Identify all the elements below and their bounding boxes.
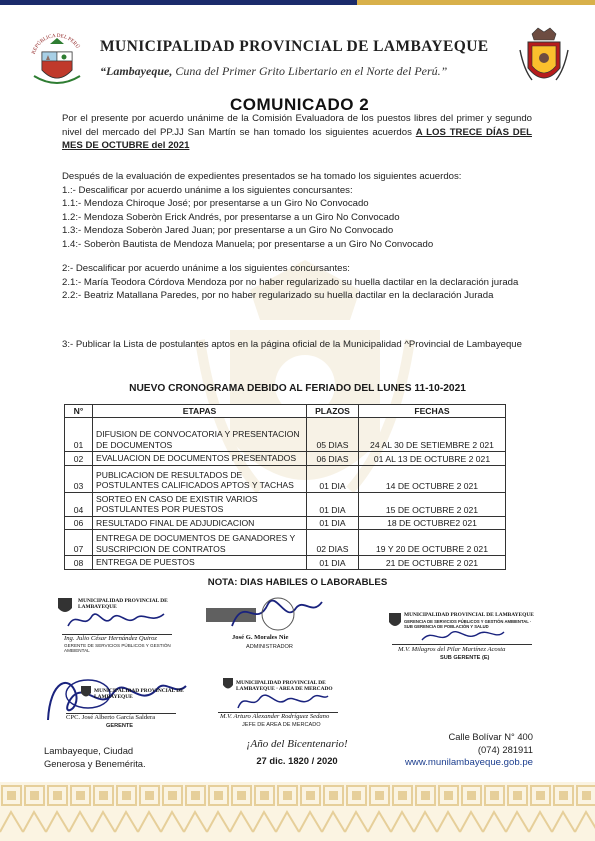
row-dates: 01 AL 13 DE OCTUBRE 2 021 bbox=[359, 452, 506, 466]
signature-stamp: MUNICIPALIDAD PROVINCIAL DE LAMBAYEQUE bbox=[94, 688, 184, 700]
seal-left-text-path: REPÚBLICA DEL PERÚ bbox=[30, 32, 81, 55]
list-item: 1.4:- Soberòn Bautista de Mendoza Manuela; por presentarse a un Giro No Convocado bbox=[62, 238, 434, 250]
pattern-tile bbox=[138, 786, 161, 832]
pattern-tile bbox=[322, 786, 345, 832]
row-stage: SORTEO EN CASO DE EXISTIR VARIOS POSTULANTES POR PUESTOS bbox=[93, 492, 307, 516]
table-row bbox=[65, 418, 506, 452]
signature-line bbox=[392, 644, 532, 645]
handwritten-signature-icon bbox=[226, 590, 326, 634]
pattern-tile bbox=[368, 786, 391, 832]
row-dates: 18 DE OCTUBRE2 021 bbox=[359, 516, 506, 530]
list-item: 1.3:- Mendoza Soberòn Jared Juan; por presentarse a un Giro No Convocado bbox=[62, 225, 394, 237]
signatory-role: GERENTE DE SERVICIOS PÚBLICOS Y GESTIÓN AMBIENTAL bbox=[64, 643, 171, 653]
signature-stamp-subtitle: GERENCIA DE SERVICIOS PÚBLICOS Y GESTIÓN AMBIENTAL · SUB GERENCIA DE POBLACIÓN Y SALUD bbox=[404, 619, 532, 629]
column-header-dates: FECHAS bbox=[359, 405, 506, 418]
pattern-tile bbox=[391, 786, 414, 832]
pattern-tile bbox=[92, 786, 115, 832]
row-term: 05 DIAS bbox=[307, 418, 359, 452]
pattern-tile bbox=[575, 786, 595, 832]
signature-stamp: MUNICIPALIDAD PROVINCIAL DE LAMBAYEQUE bbox=[78, 598, 168, 610]
row-dates: 15 DE OCTUBRE 2 021 bbox=[359, 492, 506, 516]
signatory-role: ADMINISTRADOR bbox=[246, 644, 293, 650]
row-stage: PUBLICACION DE RESULTADOS DE POSTULANTES CALIFICADOS APTOS Y TACHAS bbox=[93, 465, 307, 492]
column-header-terms: PLAZOS bbox=[307, 405, 359, 418]
decorative-border-pattern bbox=[0, 782, 595, 841]
row-dates: 21 DE OCTUBRE 2 021 bbox=[359, 556, 506, 570]
row-number: 01 bbox=[65, 418, 93, 452]
pattern-tile bbox=[23, 786, 46, 832]
municipality-title: MUNICIPALIDAD PROVINCIAL DE LAMBAYEQUE bbox=[100, 38, 489, 55]
table-row bbox=[65, 465, 506, 492]
pattern-tile bbox=[46, 786, 69, 832]
pattern-tile bbox=[483, 786, 506, 832]
signature-block-2 bbox=[206, 590, 336, 656]
footer-contact bbox=[405, 730, 533, 769]
row-dates: 19 Y 20 DE OCTUBRE 2 021 bbox=[359, 530, 506, 556]
column-header-number: N° bbox=[65, 405, 93, 418]
pattern-tile bbox=[506, 786, 529, 832]
lambayeque-shield-icon bbox=[518, 26, 570, 92]
municipal-emblem-icon bbox=[388, 610, 402, 630]
row-term: 02 DIAS bbox=[307, 530, 359, 556]
footer-website-link[interactable]: www.munilambayeque.gob.pe bbox=[405, 757, 533, 768]
row-number: 04 bbox=[65, 492, 93, 516]
agreement-point-2-block bbox=[62, 262, 532, 303]
bicentennial-motto: ¡Año del Bicentenario! bbox=[246, 738, 348, 750]
row-number: 07 bbox=[65, 530, 93, 556]
row-dates: 24 AL 30 DE SETIEMBRE 2 021 bbox=[359, 418, 506, 452]
row-term: 01 DIA bbox=[307, 516, 359, 530]
pattern-tile bbox=[437, 786, 460, 832]
signatory-name: José G. Morales Nie bbox=[232, 634, 289, 641]
signatory-role: JEFE DE AREA DE MERCADO bbox=[242, 722, 321, 728]
pattern-tile bbox=[253, 786, 276, 832]
pattern-tile bbox=[230, 786, 253, 832]
handwritten-signature-icon bbox=[418, 624, 508, 646]
pattern-tile bbox=[115, 786, 138, 832]
municipality-motto bbox=[100, 64, 447, 79]
signatory-role: SUB GERENTE (E) bbox=[440, 655, 490, 661]
coat-of-arms-peru-icon bbox=[28, 30, 86, 92]
row-stage: DIFUSION DE CONVOCATORIA Y PRESENTACION DE DOCUMENTOS bbox=[93, 418, 307, 452]
row-term: 01 DIA bbox=[307, 492, 359, 516]
schedule-note: NOTA: DIAS HABILES O LABORABLES bbox=[207, 577, 388, 588]
signatory-name: M.V. Arturo Alexander Rodríguez Sedano bbox=[220, 713, 330, 720]
table-row bbox=[65, 556, 506, 570]
pattern-tile bbox=[207, 786, 230, 832]
row-term: 01 DIA bbox=[307, 556, 359, 570]
signature-stamp: MUNICIPALIDAD PROVINCIAL DE LAMBAYEQUE bbox=[404, 612, 534, 618]
signatory-name: Ing. Julio César Hernández Quiroz bbox=[64, 635, 157, 642]
row-number: 03 bbox=[65, 465, 93, 492]
list-item: 1.1:- Mendoza Chiroque José; por presentarse a un Giro No Convocado bbox=[62, 198, 369, 210]
row-term: 01 DIA bbox=[307, 465, 359, 492]
pattern-tile bbox=[184, 786, 207, 832]
footer-city bbox=[44, 745, 146, 770]
footer-address: Calle Bolívar N° 400 bbox=[448, 731, 533, 742]
pattern-tile bbox=[552, 786, 575, 832]
table-row bbox=[65, 530, 506, 556]
motto-text: Cuna del Primer Grito Libertario en el Norte del Perú.” bbox=[172, 64, 448, 78]
agreements-block bbox=[62, 170, 532, 252]
agreements-lead: Después de la evaluación de expedientes presentados se ha tomado los siguientes acuerdos: bbox=[62, 171, 462, 182]
municipal-emblem-icon bbox=[80, 684, 92, 700]
pattern-tile bbox=[529, 786, 552, 832]
pattern-tile bbox=[276, 786, 299, 832]
row-stage: ENTREGA DE PUESTOS bbox=[93, 556, 307, 570]
row-number: 02 bbox=[65, 452, 93, 466]
schedule-table bbox=[64, 404, 506, 570]
row-number: 06 bbox=[65, 516, 93, 530]
row-dates: 14 DE OCTUBRE 2 021 bbox=[359, 465, 506, 492]
pattern-tile bbox=[69, 786, 92, 832]
table-row bbox=[65, 516, 506, 530]
pattern-tile bbox=[161, 786, 184, 832]
agreement-point-1: 1.:- Descalificar por acuerdo unánime a los siguientes concursantes: bbox=[62, 184, 353, 196]
agreement-point-3: 3:- Publicar la Lista de postulantes aptos en la página oficial de la Municipalidad ^Provincial de Lambayeque bbox=[62, 339, 522, 350]
list-item: 2.2:- Beatriz Matallana Paredes, por no haber regularizado su huella dactilar en la declaración Jurada bbox=[62, 290, 494, 302]
pattern-tile bbox=[345, 786, 368, 832]
document-title: COMUNICADO 2 bbox=[230, 95, 370, 114]
intro-text: Por el presente por acuerdo unánime de la Comisión Evaluadora de los puestos libres del primer y segundo nivel del mercado del PP.JJ San Martín se han tomado los siguientes acuerdos bbox=[62, 113, 532, 138]
row-stage: RESULTADO FINAL DE ADJUDICACION bbox=[93, 516, 307, 530]
motto-city: “Lambayeque, bbox=[100, 64, 173, 78]
footer-city-line-2: Generosa y Benemérita. bbox=[44, 757, 146, 769]
table-row bbox=[65, 452, 506, 466]
footer-bicentennial bbox=[232, 738, 362, 766]
pattern-tile bbox=[299, 786, 322, 832]
bicentennial-dates: 27 dic. 1820 / 2020 bbox=[256, 755, 338, 766]
row-term: 06 DIAS bbox=[307, 452, 359, 466]
pattern-tile bbox=[0, 786, 23, 832]
signatory-name: M.V. Milagros del Pilar Martínez Acosta bbox=[398, 646, 506, 653]
intro-paragraph bbox=[62, 112, 532, 153]
table-header-row bbox=[65, 405, 506, 418]
handwritten-signature-icon bbox=[232, 686, 332, 714]
signature-block-1 bbox=[50, 594, 190, 653]
signatory-name: CPC. José Alberto García Saldera bbox=[66, 714, 156, 721]
list-item: 1.2:- Mendoza Soberòn Erick Andrés, por presentarse a un Giro No Convocado bbox=[62, 211, 400, 223]
handwritten-signature-icon bbox=[64, 606, 174, 632]
column-header-stages: ETAPAS bbox=[93, 405, 307, 418]
pattern-tile bbox=[414, 786, 437, 832]
signature-block-3 bbox=[388, 610, 538, 666]
signature-stamp: MUNICIPALIDAD PROVINCIAL DE LAMBAYEQUE · AREA DE MERCADO bbox=[236, 680, 333, 692]
signatory-role: GERENTE bbox=[106, 723, 134, 729]
table-row bbox=[65, 492, 506, 516]
footer-city-line-1: Lambayeque, Ciudad bbox=[44, 745, 134, 756]
list-item: 2.1:- María Teodora Córdova Mendoza por no haber regularizado su huella dactilar en la declaración jurada bbox=[62, 276, 519, 288]
intro-date-highlight: A LOS TRECE DÍAS DEL MES DE OCTUBRE del 2021 bbox=[62, 126, 532, 152]
footer-phone: (074) 281911 bbox=[477, 744, 533, 755]
pattern-tile bbox=[460, 786, 483, 832]
letterhead bbox=[20, 22, 575, 114]
signature-block-4 bbox=[40, 670, 190, 734]
row-number: 08 bbox=[65, 556, 93, 570]
top-color-bar bbox=[0, 0, 595, 5]
row-stage: ENTREGA DE DOCUMENTOS DE GANADORES Y SUSCRIPCION DE CONTRATOS bbox=[93, 530, 307, 556]
agreement-point-2: 2:- Descalificar por acuerdo unánime a los siguientes concursantes: bbox=[62, 263, 350, 274]
signature-block-5 bbox=[212, 676, 344, 732]
row-stage: EVALUACION DE DOCUMENTOS PRESENTADOS bbox=[93, 452, 307, 466]
schedule-title: NUEVO CRONOGRAMA DEBIDO AL FERIADO DEL LUNES 11-10-2021 bbox=[129, 383, 466, 394]
